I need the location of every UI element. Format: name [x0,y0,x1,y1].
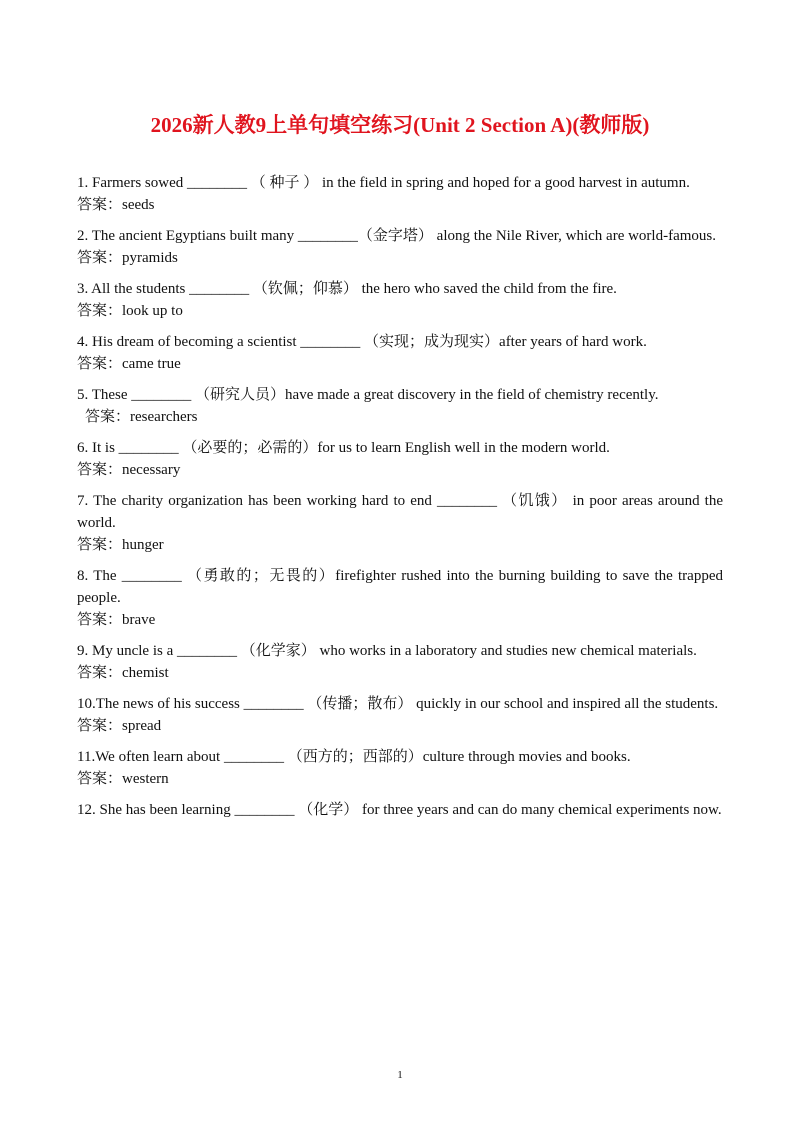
question-number: 6. [77,440,89,456]
answer-text: necessary [122,462,181,478]
question-7 [77,490,723,534]
question-1 [77,172,723,194]
answer-7 [77,534,723,556]
question-2 [77,225,723,247]
question-text: She has been learning ________ （化学） for three years and can do many chemical experiments now. [95,802,722,818]
answer-prefix: 答案： [77,612,123,628]
question-11 [77,746,723,768]
question-text: These ________ （研究人员）have made a great discovery in the field of chemistry recently. [88,387,659,403]
question-text: My uncle is a ________ （化学家） who works in a laboratory and studies new chemical materials. [88,643,697,659]
question-number: 7. [77,493,89,509]
page-number: 1 [397,1069,403,1081]
question-5 [77,384,723,406]
question-text: The ancient Egyptians built many ________（金字塔） along the Nile River, which are world-famous. [88,228,716,244]
question-text: It is ________ （必要的；必需的）for us to learn English well in the modern world. [88,440,610,456]
answer-prefix: 答案： [77,356,123,372]
question-text: Farmers sowed ________ （ 种子 ） in the field in spring and hoped for a good harvest in autumn. [88,175,690,191]
question-number: 3. [77,281,89,297]
question-number: 10. [77,696,96,712]
question-8 [77,565,723,609]
question-text: We often learn about ________ （西方的；西部的）culture through movies and books. [95,749,631,765]
question-3 [77,278,723,300]
page-title: 2026新人教9上单句填空练习(Unit 2 Section A)(教师版) [150,113,650,137]
answer-prefix: 答案： [77,303,123,319]
answer-10 [77,715,723,737]
answer-prefix: 答案： [77,718,123,734]
answer-text: brave [122,612,156,628]
answer-2 [77,247,723,269]
answer-text: look up to [122,303,183,319]
question-4 [77,331,723,353]
question-text: The news of his success ________ （传播；散布） quickly in our school and inspired all the students. [95,696,719,712]
answer-11 [77,768,723,790]
answer-text: western [122,771,169,787]
answer-text: chemist [122,665,169,681]
answer-3 [77,300,723,322]
question-number: 8. [77,568,89,584]
exercise-list [77,172,723,821]
answer-text: came true [122,356,181,372]
question-number: 4. [77,334,89,350]
answer-prefix: 答案： [77,197,123,213]
answer-prefix: 答案： [77,537,123,553]
question-number: 2. [77,228,89,244]
question-6 [77,437,723,459]
answer-prefix: 答案： [85,409,131,425]
answer-prefix: 答案： [77,665,123,681]
answer-9 [77,662,723,684]
answer-text: researchers [130,409,198,425]
answer-prefix: 答案： [77,462,123,478]
answer-prefix: 答案： [77,771,123,787]
question-number: 1. [77,175,89,191]
question-text: All the students ________ （钦佩；仰慕） the hero who saved the child from the fire. [88,281,617,297]
answer-8 [77,609,723,631]
answer-text: spread [122,718,162,734]
answer-4 [77,353,723,375]
answer-prefix: 答案： [77,250,123,266]
question-10 [77,693,723,715]
question-number: 9. [77,643,89,659]
answer-5 [77,406,723,428]
answer-text: hunger [122,537,164,553]
question-9 [77,640,723,662]
answer-text: seeds [122,197,155,213]
question-12 [77,799,723,821]
question-number: 11. [77,749,96,765]
answer-6 [77,459,723,481]
question-text: The ________ （勇敢的；无畏的）firefighter rushed into the burning building to save the trapped people. [77,568,723,606]
question-text: His dream of becoming a scientist ________ （实现；成为现实）after years of hard work. [88,334,647,350]
question-number: 5. [77,387,89,403]
answer-1 [77,194,723,216]
answer-text: pyramids [122,250,178,266]
question-number: 12. [77,802,96,818]
question-text: The charity organization has been working hard to end ________ （饥饿） in poor areas around the world. [77,493,723,531]
